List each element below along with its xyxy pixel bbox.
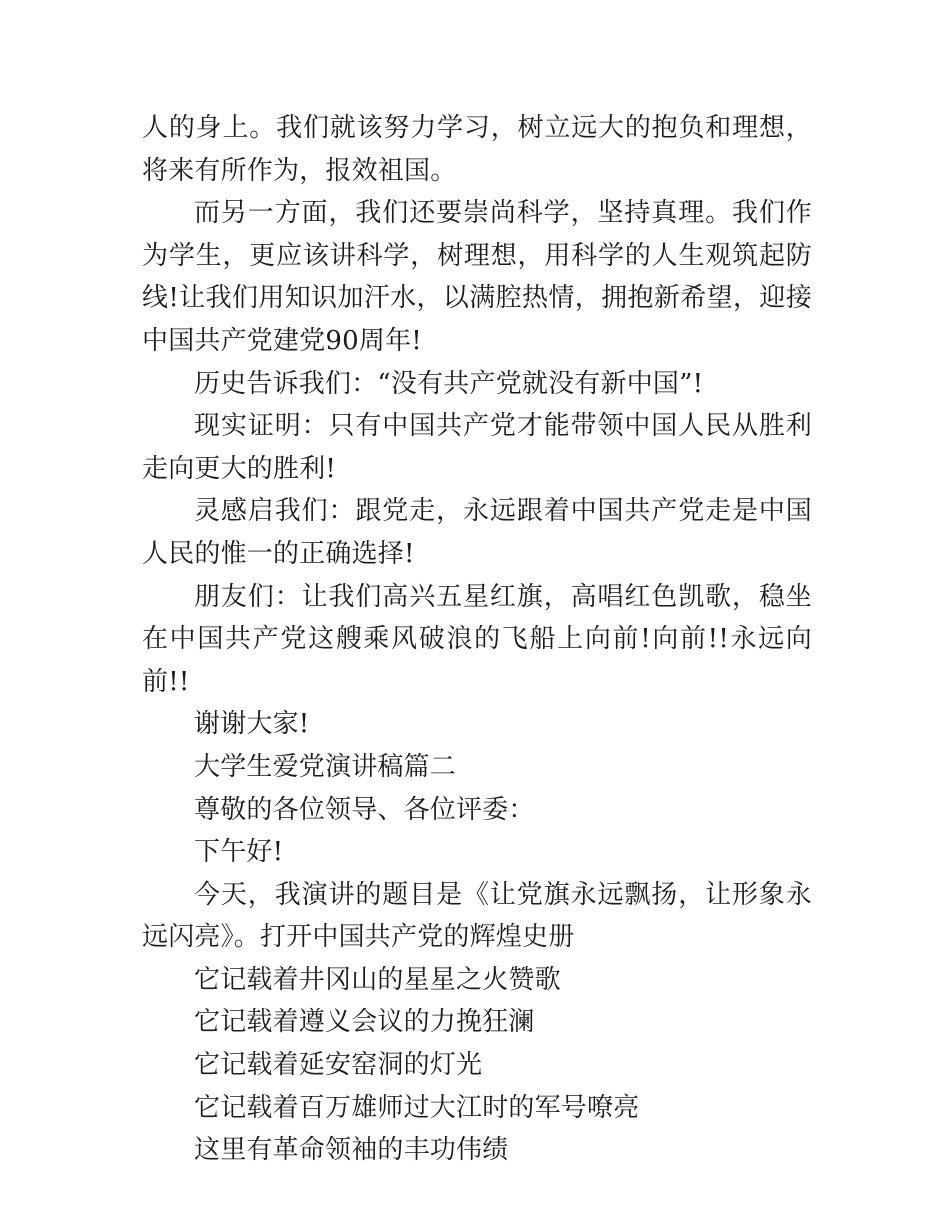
paragraph: 历史告诉我们：“没有共产党就没有新中国”! (194, 368, 704, 399)
greeting: 下午好! (194, 837, 284, 868)
verse-line: 它记载着百万雄师过大江时的军号嘹亮 (194, 1092, 640, 1123)
document-body (142, 107, 812, 1172)
salutation: 尊敬的各位领导、各位评委： (194, 794, 535, 825)
verse-line: 它记载着井冈山的星星之火赞歌 (194, 964, 561, 995)
paragraph: 谢谢大家! (194, 709, 310, 740)
paragraph: 灵感启我们：跟党走，永远跟着中国共产党走是中国人民的惟一的正确选择! (142, 496, 812, 569)
verse-line: 它记载着遵义会议的力挽狂澜 (194, 1007, 535, 1038)
verse-line: 这里有革命领袖的丰功伟绩 (194, 1135, 509, 1166)
section-heading: 大学生爱党演讲稿篇二 (194, 751, 457, 782)
paragraph: 而另一方面，我们还要崇尚科学，坚持真理。我们作为学生，更应该讲科学，树理想，用科学的人生观筑起防线!让我们用知识加汗水，以满腔热情，拥抱新希望，迎接中国共产党建党90周年! (142, 198, 812, 356)
paragraph: 现实证明：只有中国共产党才能带领中国人民从胜利走向更大的胜利! (142, 411, 812, 484)
verse-line: 它记载着延安窑洞的灯光 (194, 1050, 483, 1081)
paragraph: 今天，我演讲的题目是《让党旗永远飘扬，让形象永远闪亮》。打开中国共产党的辉煌史册 (142, 879, 812, 953)
paragraph: 朋友们：让我们高兴五星红旗，高唱红色凯歌，稳坐在中国共产党这艘乘风破浪的飞船上向前!向前!!永远向前!! (142, 581, 812, 697)
paragraph: 人的身上。我们就该努力学习，树立远大的抱负和理想，将来有所作为，报效祖国。 (142, 113, 812, 186)
